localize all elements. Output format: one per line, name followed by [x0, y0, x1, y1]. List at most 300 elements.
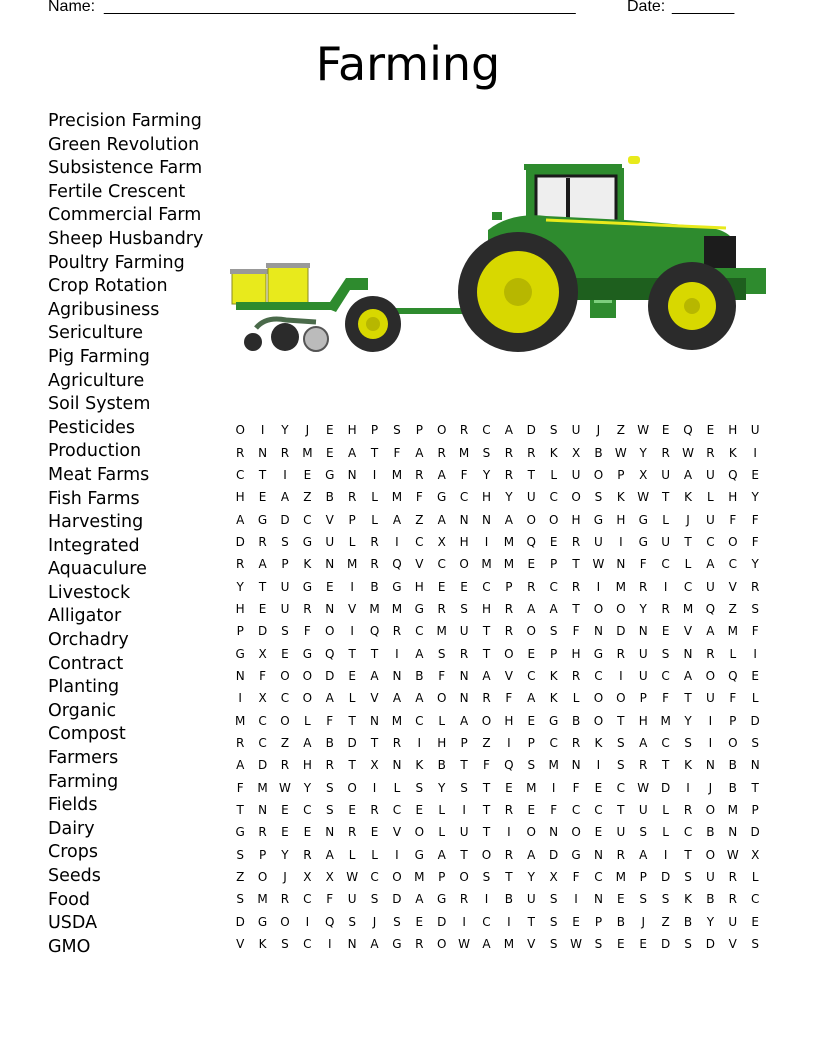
grid-letter[interactable]: D [660, 870, 671, 885]
grid-letter[interactable]: S [348, 914, 356, 929]
grid-letter[interactable]: R [571, 579, 581, 594]
grid-letter[interactable]: Z [415, 512, 424, 527]
grid-letter[interactable]: I [417, 735, 422, 750]
grid-letter[interactable]: A [639, 847, 648, 862]
grid-letter[interactable]: X [325, 870, 334, 885]
grid-letter[interactable]: B [616, 914, 625, 929]
grid-letter[interactable]: W [346, 870, 359, 885]
grid-letter[interactable]: R [459, 646, 469, 661]
grid-letter[interactable]: H [571, 646, 581, 661]
grid-letter[interactable]: A [303, 735, 312, 750]
grid-letter[interactable]: R [616, 847, 625, 862]
grid-letter[interactable]: C [482, 423, 491, 438]
grid-letter[interactable]: L [751, 691, 759, 706]
grid-letter[interactable]: P [639, 691, 647, 706]
grid-letter[interactable]: L [550, 467, 557, 482]
grid-letter[interactable]: C [482, 579, 491, 594]
grid-letter[interactable]: I [462, 803, 466, 818]
grid-letter[interactable]: P [550, 646, 558, 661]
grid-letter[interactable]: U [706, 512, 715, 527]
grid-letter[interactable]: S [594, 937, 603, 952]
grid-letter[interactable]: R [661, 445, 670, 460]
grid-letter[interactable]: R [459, 892, 469, 907]
grid-letter[interactable]: O [280, 668, 290, 683]
grid-letter[interactable]: T [258, 579, 267, 594]
grid-letter[interactable]: S [751, 601, 759, 616]
grid-letter[interactable]: Z [728, 601, 737, 616]
grid-letter[interactable]: R [504, 624, 514, 639]
grid-letter[interactable]: G [414, 601, 424, 616]
grid-letter[interactable]: F [393, 445, 401, 460]
grid-letter[interactable]: M [346, 557, 358, 572]
grid-letter[interactable]: T [348, 713, 356, 728]
grid-letter[interactable]: E [281, 646, 289, 661]
grid-letter[interactable]: F [729, 691, 737, 706]
grid-letter[interactable]: U [750, 423, 760, 438]
grid-letter[interactable]: M [235, 713, 246, 728]
grid-letter[interactable]: U [706, 870, 715, 885]
grid-letter[interactable]: I [372, 780, 377, 795]
grid-letter[interactable]: C [616, 780, 626, 795]
grid-letter[interactable]: S [236, 892, 244, 907]
grid-letter[interactable]: F [438, 668, 446, 683]
grid-letter[interactable]: Q [526, 534, 536, 549]
grid-letter[interactable]: R [280, 892, 290, 907]
grid-letter[interactable]: D [257, 624, 268, 639]
grid-letter[interactable]: A [459, 713, 469, 728]
grid-letter[interactable]: F [259, 668, 267, 683]
grid-letter[interactable]: E [505, 780, 513, 795]
grid-letter[interactable]: P [751, 803, 759, 818]
grid-letter[interactable]: E [661, 624, 670, 639]
grid-letter[interactable]: J [372, 914, 377, 929]
grid-letter[interactable]: E [437, 579, 446, 594]
grid-letter[interactable]: E [527, 803, 536, 818]
grid-letter[interactable]: G [414, 847, 424, 862]
grid-letter[interactable]: Z [482, 735, 491, 750]
grid-letter[interactable]: L [572, 691, 580, 706]
grid-letter[interactable]: E [281, 803, 289, 818]
grid-letter[interactable]: E [325, 423, 334, 438]
grid-letter[interactable]: S [594, 490, 603, 505]
grid-letter[interactable]: I [574, 892, 578, 907]
grid-letter[interactable]: K [594, 735, 603, 750]
grid-letter[interactable]: E [572, 914, 580, 929]
grid-letter[interactable]: D [325, 668, 335, 683]
grid-letter[interactable]: A [683, 668, 693, 683]
grid-letter[interactable]: Y [527, 870, 535, 885]
grid-letter[interactable]: R [482, 691, 491, 706]
grid-letter[interactable]: V [728, 937, 737, 952]
name-field[interactable]: _____________________________________________________ [104, 0, 576, 15]
grid-letter[interactable]: X [258, 646, 267, 661]
grid-letter[interactable]: I [708, 713, 713, 728]
grid-letter[interactable]: S [661, 646, 670, 661]
grid-letter[interactable]: U [459, 825, 469, 840]
grid-letter[interactable]: R [236, 557, 245, 572]
grid-letter[interactable]: F [505, 691, 513, 706]
grid-letter[interactable]: N [593, 892, 603, 907]
grid-letter[interactable]: E [527, 557, 536, 572]
grid-letter[interactable]: A [370, 937, 379, 952]
grid-letter[interactable]: S [281, 534, 289, 549]
grid-letter[interactable]: D [526, 423, 536, 438]
grid-letter[interactable]: T [370, 445, 379, 460]
grid-letter[interactable]: Q [683, 423, 693, 438]
grid-letter[interactable]: U [616, 825, 626, 840]
grid-letter[interactable]: S [325, 803, 334, 818]
grid-letter[interactable]: N [370, 713, 380, 728]
grid-letter[interactable]: N [638, 624, 648, 639]
grid-letter[interactable]: H [414, 579, 424, 594]
grid-letter[interactable]: I [395, 847, 399, 862]
grid-letter[interactable]: R [347, 825, 357, 840]
grid-letter[interactable]: H [302, 758, 312, 773]
grid-letter[interactable]: Z [280, 735, 290, 750]
grid-letter[interactable]: C [258, 713, 267, 728]
grid-letter[interactable]: S [460, 780, 468, 795]
grid-letter[interactable]: H [347, 423, 357, 438]
grid-letter[interactable]: R [527, 579, 536, 594]
grid-letter[interactable]: M [391, 467, 403, 482]
grid-letter[interactable]: C [571, 803, 581, 818]
grid-letter[interactable]: I [238, 691, 242, 706]
grid-letter[interactable]: C [594, 803, 603, 818]
grid-letter[interactable]: G [437, 892, 447, 907]
grid-letter[interactable]: P [415, 423, 423, 438]
grid-letter[interactable]: G [235, 825, 245, 840]
grid-letter[interactable]: D [660, 780, 671, 795]
grid-letter[interactable]: F [550, 803, 558, 818]
grid-letter[interactable]: N [459, 512, 469, 527]
grid-letter[interactable]: O [280, 914, 290, 929]
grid-letter[interactable]: R [639, 758, 648, 773]
grid-letter[interactable]: H [616, 512, 626, 527]
grid-letter[interactable]: T [482, 803, 491, 818]
grid-letter[interactable]: H [504, 713, 514, 728]
grid-letter[interactable]: N [482, 512, 491, 527]
grid-letter[interactable]: L [438, 713, 446, 728]
grid-letter[interactable]: H [481, 601, 491, 616]
grid-letter[interactable]: C [706, 534, 715, 549]
grid-letter[interactable]: O [593, 601, 604, 616]
grid-letter[interactable]: S [393, 914, 401, 929]
grid-letter[interactable]: W [726, 847, 739, 862]
grid-letter[interactable]: R [571, 735, 581, 750]
grid-letter[interactable]: C [415, 534, 424, 549]
grid-letter[interactable]: F [483, 758, 490, 773]
grid-letter[interactable]: D [705, 937, 716, 952]
grid-letter[interactable]: M [436, 624, 447, 639]
grid-letter[interactable]: I [619, 668, 623, 683]
grid-letter[interactable]: R [728, 892, 737, 907]
grid-letter[interactable]: E [258, 490, 267, 505]
grid-letter[interactable]: E [415, 914, 424, 929]
grid-letter[interactable]: L [438, 825, 446, 840]
grid-letter[interactable]: O [302, 691, 313, 706]
grid-letter[interactable]: T [482, 780, 491, 795]
grid-letter[interactable]: E [460, 579, 468, 594]
grid-letter[interactable]: G [437, 490, 447, 505]
grid-letter[interactable]: C [661, 557, 670, 572]
grid-letter[interactable]: O [436, 937, 447, 952]
grid-letter[interactable]: N [616, 557, 626, 572]
grid-letter[interactable]: B [325, 735, 334, 750]
grid-letter[interactable]: R [415, 467, 424, 482]
grid-letter[interactable]: G [593, 646, 604, 661]
grid-letter[interactable]: U [571, 423, 581, 438]
grid-letter[interactable]: O [705, 668, 716, 683]
grid-letter[interactable]: C [258, 735, 267, 750]
grid-letter[interactable]: W [458, 937, 471, 952]
grid-letter[interactable]: V [348, 601, 357, 616]
grid-letter[interactable]: P [460, 735, 468, 750]
grid-letter[interactable]: R [236, 735, 245, 750]
grid-letter[interactable]: Y [482, 467, 491, 482]
grid-letter[interactable]: T [370, 646, 379, 661]
grid-letter[interactable]: A [504, 512, 513, 527]
grid-letter[interactable]: U [594, 534, 603, 549]
grid-letter[interactable]: U [638, 803, 648, 818]
grid-letter[interactable]: N [593, 847, 603, 862]
grid-letter[interactable]: Z [303, 490, 312, 505]
grid-letter[interactable]: U [638, 668, 648, 683]
grid-letter[interactable]: E [348, 668, 356, 683]
grid-letter[interactable]: A [392, 691, 402, 706]
grid-letter[interactable]: K [616, 490, 625, 505]
grid-letter[interactable]: I [596, 758, 601, 773]
grid-letter[interactable]: M [660, 713, 671, 728]
grid-letter[interactable]: F [415, 490, 423, 505]
grid-letter[interactable]: O [504, 646, 514, 661]
grid-letter[interactable]: G [593, 512, 604, 527]
grid-letter[interactable]: L [729, 646, 737, 661]
grid-letter[interactable]: R [504, 847, 514, 862]
grid-letter[interactable]: O [616, 601, 626, 616]
grid-letter[interactable]: R [459, 423, 469, 438]
grid-letter[interactable]: B [571, 713, 581, 728]
grid-letter[interactable]: Y [303, 780, 312, 795]
grid-letter[interactable]: R [751, 579, 760, 594]
grid-letter[interactable]: R [504, 601, 514, 616]
grid-letter[interactable]: T [572, 557, 580, 572]
grid-letter[interactable]: R [370, 803, 379, 818]
grid-letter[interactable]: O [459, 557, 469, 572]
grid-letter[interactable]: A [415, 646, 424, 661]
grid-letter[interactable]: E [527, 713, 536, 728]
grid-letter[interactable]: I [663, 847, 668, 862]
grid-letter[interactable]: G [257, 512, 268, 527]
grid-letter[interactable]: T [661, 490, 670, 505]
grid-letter[interactable]: O [526, 825, 536, 840]
grid-letter[interactable]: O [436, 691, 447, 706]
grid-letter[interactable]: E [303, 467, 312, 482]
grid-letter[interactable]: G [549, 713, 559, 728]
grid-letter[interactable]: S [370, 892, 379, 907]
grid-letter[interactable]: G [638, 512, 648, 527]
grid-letter[interactable]: A [325, 691, 334, 706]
grid-letter[interactable]: A [437, 467, 446, 482]
grid-letter[interactable]: K [303, 557, 312, 572]
grid-letter[interactable]: L [371, 490, 378, 505]
grid-letter[interactable]: Q [392, 557, 402, 572]
grid-letter[interactable]: E [751, 467, 759, 482]
grid-letter[interactable]: Y [505, 490, 513, 505]
grid-letter[interactable]: Q [325, 646, 335, 661]
grid-letter[interactable]: A [236, 512, 245, 527]
grid-letter[interactable]: M [615, 579, 627, 594]
grid-letter[interactable]: W [682, 445, 694, 460]
grid-letter[interactable]: E [751, 668, 759, 683]
grid-letter[interactable]: R [639, 579, 648, 594]
grid-letter[interactable]: H [571, 512, 581, 527]
grid-letter[interactable]: M [548, 758, 559, 773]
grid-letter[interactable]: R [683, 803, 693, 818]
grid-letter[interactable]: U [280, 579, 290, 594]
grid-letter[interactable]: S [751, 937, 759, 952]
grid-letter[interactable]: S [527, 758, 536, 773]
grid-letter[interactable]: C [728, 557, 737, 572]
grid-letter[interactable]: W [614, 445, 627, 460]
grid-letter[interactable]: E [258, 601, 267, 616]
grid-letter[interactable]: O [481, 847, 492, 862]
grid-letter[interactable]: T [684, 534, 692, 549]
grid-letter[interactable]: I [753, 445, 757, 460]
grid-letter[interactable]: A [527, 691, 536, 706]
grid-letter[interactable]: L [348, 691, 356, 706]
grid-letter[interactable]: C [549, 490, 558, 505]
grid-letter[interactable]: G [638, 534, 648, 549]
grid-letter[interactable]: I [350, 579, 354, 594]
grid-letter[interactable]: O [526, 512, 536, 527]
grid-letter[interactable]: C [415, 624, 424, 639]
grid-letter[interactable]: F [751, 512, 759, 527]
grid-letter[interactable]: S [482, 445, 491, 460]
grid-letter[interactable]: S [236, 847, 244, 862]
grid-letter[interactable]: N [459, 691, 469, 706]
grid-letter[interactable]: N [571, 758, 581, 773]
grid-letter[interactable]: A [504, 423, 513, 438]
grid-letter[interactable]: E [370, 825, 379, 840]
grid-letter[interactable]: O [280, 713, 290, 728]
grid-letter[interactable]: C [437, 557, 446, 572]
grid-letter[interactable]: I [507, 825, 511, 840]
grid-letter[interactable]: V [504, 668, 513, 683]
grid-letter[interactable]: Q [728, 467, 738, 482]
grid-letter[interactable]: R [258, 534, 267, 549]
grid-letter[interactable]: A [370, 668, 379, 683]
grid-letter[interactable]: T [617, 713, 625, 728]
grid-letter[interactable]: S [549, 423, 558, 438]
grid-letter[interactable]: C [303, 512, 312, 527]
grid-letter[interactable]: N [347, 467, 357, 482]
grid-letter[interactable]: R [437, 445, 446, 460]
grid-letter[interactable]: R [616, 646, 625, 661]
grid-letter[interactable]: H [728, 490, 738, 505]
grid-letter[interactable]: V [728, 579, 737, 594]
grid-letter[interactable]: L [348, 534, 356, 549]
grid-letter[interactable]: R [303, 601, 312, 616]
grid-letter[interactable]: B [728, 758, 737, 773]
grid-letter[interactable]: C [683, 579, 693, 594]
grid-letter[interactable]: L [348, 847, 356, 862]
grid-letter[interactable]: R [571, 668, 581, 683]
grid-letter[interactable]: P [438, 870, 446, 885]
grid-letter[interactable]: P [527, 735, 535, 750]
grid-letter[interactable]: R [706, 646, 715, 661]
grid-letter[interactable]: C [236, 467, 245, 482]
grid-letter[interactable]: T [482, 825, 491, 840]
grid-letter[interactable]: M [682, 601, 694, 616]
grid-letter[interactable]: A [236, 758, 245, 773]
grid-letter[interactable]: I [686, 780, 690, 795]
grid-letter[interactable]: P [281, 557, 289, 572]
grid-letter[interactable]: F [572, 780, 580, 795]
grid-letter[interactable]: O [257, 870, 268, 885]
grid-letter[interactable]: N [683, 646, 693, 661]
grid-letter[interactable]: M [481, 557, 492, 572]
grid-letter[interactable]: S [684, 937, 692, 952]
grid-letter[interactable]: I [283, 467, 287, 482]
grid-letter[interactable]: R [325, 758, 334, 773]
grid-letter[interactable]: F [326, 713, 334, 728]
grid-letter[interactable]: S [549, 937, 558, 952]
grid-letter[interactable]: O [526, 624, 536, 639]
grid-letter[interactable]: Q [728, 668, 738, 683]
grid-letter[interactable]: V [683, 624, 693, 639]
grid-letter[interactable]: I [619, 534, 623, 549]
grid-letter[interactable]: C [683, 825, 693, 840]
grid-letter[interactable]: X [370, 758, 379, 773]
grid-letter[interactable]: B [325, 490, 334, 505]
grid-letter[interactable]: M [257, 780, 268, 795]
grid-letter[interactable]: I [507, 914, 511, 929]
grid-letter[interactable]: T [348, 758, 356, 773]
grid-letter[interactable]: J [641, 914, 645, 929]
grid-letter[interactable]: T [684, 691, 692, 706]
grid-letter[interactable]: S [437, 646, 446, 661]
grid-letter[interactable]: N [750, 758, 760, 773]
grid-letter[interactable]: P [370, 423, 379, 438]
grid-letter[interactable]: A [280, 490, 290, 505]
grid-letter[interactable]: O [414, 825, 425, 840]
grid-letter[interactable]: F [729, 512, 737, 527]
grid-letter[interactable]: U [280, 601, 290, 616]
grid-letter[interactable]: F [326, 892, 334, 907]
grid-letter[interactable]: F [236, 780, 244, 795]
grid-letter[interactable]: C [303, 937, 312, 952]
grid-letter[interactable]: A [706, 557, 715, 572]
grid-letter[interactable]: D [750, 825, 760, 840]
grid-letter[interactable]: Y [281, 847, 289, 862]
grid-letter[interactable]: C [549, 735, 558, 750]
grid-letter[interactable]: C [661, 668, 670, 683]
grid-letter[interactable]: L [371, 847, 378, 862]
grid-letter[interactable]: E [594, 780, 603, 795]
grid-letter[interactable]: B [706, 825, 715, 840]
grid-letter[interactable]: O [593, 713, 604, 728]
grid-letter[interactable]: N [325, 601, 335, 616]
grid-letter[interactable]: Q [705, 601, 716, 616]
grid-letter[interactable]: C [661, 735, 670, 750]
grid-letter[interactable]: S [639, 825, 648, 840]
grid-letter[interactable]: R [347, 490, 357, 505]
grid-letter[interactable]: O [705, 803, 716, 818]
grid-letter[interactable]: R [504, 803, 514, 818]
grid-letter[interactable]: Y [639, 601, 647, 616]
grid-letter[interactable]: A [639, 735, 648, 750]
grid-letter[interactable]: U [706, 691, 715, 706]
